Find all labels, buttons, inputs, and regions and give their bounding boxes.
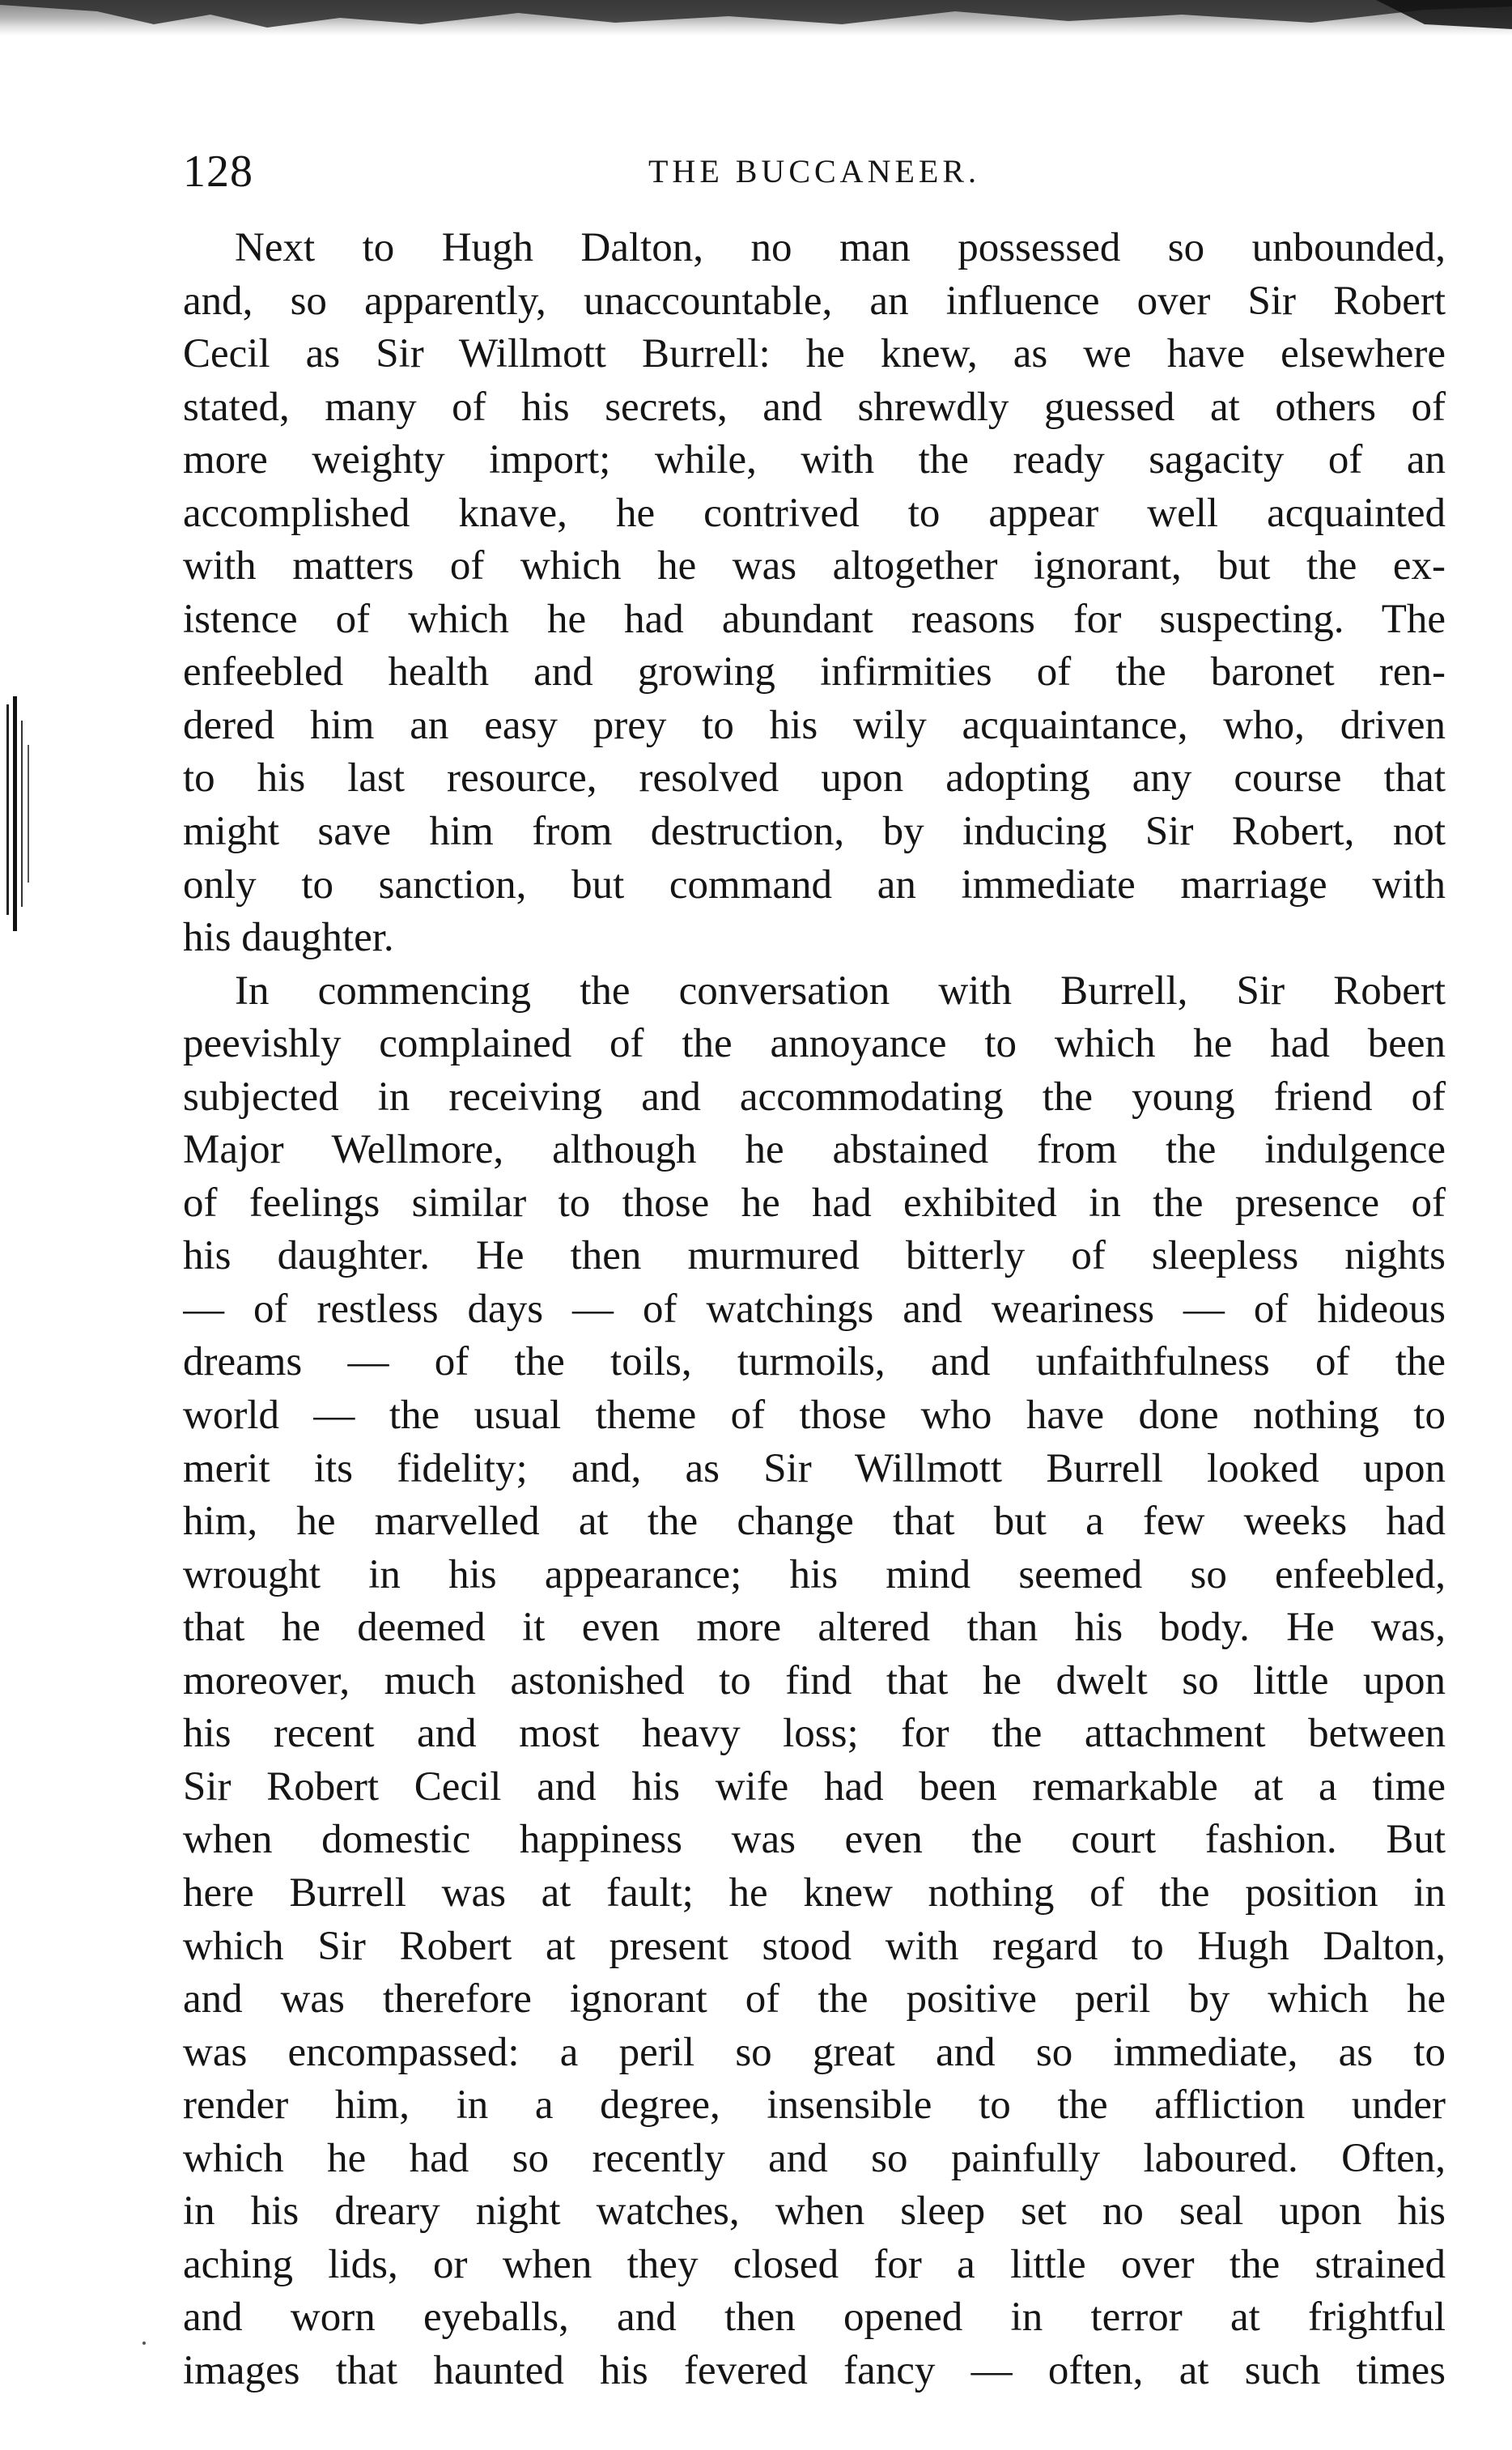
body-text — [183, 222, 1446, 2397]
text-line: here Burrell was at fault; he knew nothing of the position in — [183, 1869, 1446, 1916]
text-line: of feelings similar to those he had exhibited in the presence of — [183, 1180, 1446, 1226]
text-line: with matters of which he was altogether ignorant, but the ex- — [183, 543, 1446, 589]
text-line: and, so apparently, unaccountable, an influence over Sir Robert — [183, 278, 1446, 324]
text-line: dered him an easy prey to his wily acquaintance, who, driven — [183, 702, 1446, 748]
text-line: dreams — of the toils, turmoils, and unfaithfulness of the — [183, 1339, 1446, 1385]
text-line: istence of which he had abundant reasons for suspecting. The — [183, 596, 1446, 642]
text-line: his daughter. — [183, 915, 394, 961]
text-line: Major Wellmore, although he abstained from the indulgence — [183, 1127, 1446, 1173]
paragraph-2 — [183, 965, 1446, 2398]
text-line: was encompassed: a peril so great and so immediate, as to — [183, 2029, 1446, 2075]
text-line: more weighty import; while, with the ready sagacity of an — [183, 437, 1446, 483]
text-line: aching lids, or when they closed for a little over the strained — [183, 2241, 1446, 2287]
text-line: might save him from destruction, by inducing Sir Robert, not — [183, 809, 1446, 855]
text-line: which he had so recently and so painfully laboured. Often, — [183, 2135, 1446, 2181]
text-line: enfeebled health and growing infirmities of the baronet ren- — [183, 649, 1446, 695]
text-line: which Sir Robert at present stood with regard to Hugh Dalton, — [183, 1923, 1446, 1969]
text-line: Next to Hugh Dalton, no man possessed so unbounded, — [235, 225, 1446, 270]
text-line: his recent and most heavy loss; for the attachment between — [183, 1711, 1446, 1757]
text-line: — of restless days — of watchings and weariness — of hideous — [183, 1286, 1446, 1332]
text-line: in his dreary night watches, when sleep set no seal upon his — [183, 2188, 1446, 2235]
text-line: Cecil as Sir Willmott Burrell: he knew, as we have elsewhere — [183, 331, 1446, 377]
page-number: 128 — [183, 147, 253, 197]
text-line: world — the usual theme of those who have done nothing to — [183, 1393, 1446, 1439]
text-line: him, he marvelled at the change that but a few weeks had — [183, 1499, 1446, 1545]
scan-binding-marks — [0, 696, 49, 939]
text-line: render him, in a degree, insensible to the affliction under — [183, 2082, 1446, 2129]
text-line: to his last resource, resolved upon adopting any course that — [183, 755, 1446, 802]
text-line: peevishly complained of the annoyance to which he had been — [183, 1021, 1446, 1067]
text-line: when domestic happiness was even the court fashion. But — [183, 1817, 1446, 1863]
text-line: moreover, much astonished to find that he dwelt so little upon — [183, 1657, 1446, 1704]
text-line: wrought in his appearance; his mind seemed so enfeebled, — [183, 1551, 1446, 1597]
text-line: images that haunted his fevered fancy — often, at such times — [183, 2347, 1446, 2393]
text-line: merit its fidelity; and, as Sir Willmott Burrell looked upon — [183, 1445, 1446, 1491]
text-line: that he deemed it even more altered than his body. He was, — [183, 1605, 1446, 1651]
text-line: In commencing the conversation with Burrell, Sir Robert — [235, 968, 1446, 1014]
text-line: his daughter. He then murmured bitterly of sleepless nights — [183, 1233, 1446, 1279]
text-line: stated, many of his secrets, and shrewdly guessed at others of — [183, 384, 1446, 430]
text-line: and worn eyeballs, and then opened in terror at frightful — [183, 2295, 1446, 2341]
scan-top-edge-marks — [0, 0, 1512, 36]
page-header — [183, 139, 1446, 204]
running-title: THE BUCCANEER. — [648, 153, 980, 189]
text-line: Sir Robert Cecil and his wife had been remarkable at a time — [183, 1763, 1446, 1810]
text-line: only to sanction, but command an immediate marriage with — [183, 861, 1446, 908]
paragraph-1 — [183, 222, 1446, 965]
scan-speck — [142, 2342, 146, 2345]
text-line: accomplished knave, he contrived to appear well acquainted — [183, 490, 1446, 536]
text-line: and was therefore ignorant of the positive peril by which he — [183, 1976, 1446, 2023]
text-line: subjected in receiving and accommodating the young friend of — [183, 1074, 1446, 1120]
